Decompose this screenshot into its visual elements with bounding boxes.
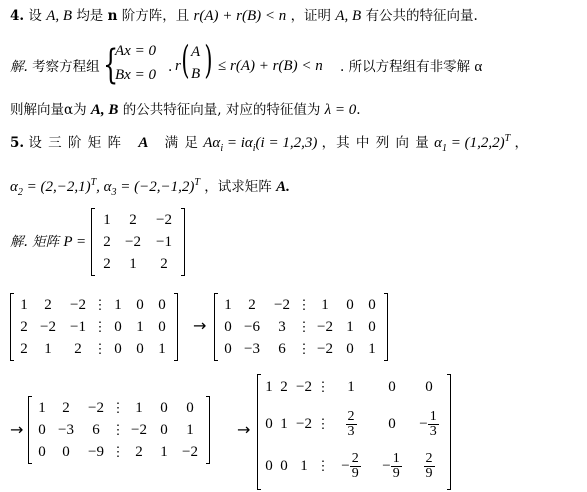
matrix-cell: 2 [74, 341, 82, 357]
matrix-cell: 0 [62, 444, 70, 460]
m4-frac-cell: $\frac{2}{3}$ [347, 408, 355, 439]
matrix-cell: 1 [103, 212, 111, 228]
q5-a2: $\alpha_2 = (2,-2,1)^T$, $\alpha_3 = (-2,-1,2)^T$ [10, 177, 200, 198]
matrix-cell: 2 [20, 319, 28, 335]
matrix-separator: ⋮ [111, 422, 125, 437]
q5-eq: $A\alpha_i = i\alpha_i(i = 1,2,3)$ [203, 135, 318, 154]
m4-sep: ⋮ [316, 379, 330, 394]
m4-sep: ⋮ [316, 458, 330, 473]
matrix-cell: −3 [58, 422, 74, 438]
m4-cell: 2 [280, 379, 288, 395]
matrix-cell: 0 [368, 319, 376, 335]
matrix-cell: 0 [136, 297, 144, 313]
m4-cell: 1 [347, 379, 355, 395]
q4-text-d: ，证明 [290, 8, 332, 24]
m4-frac-cell: $\frac{2}{9}$ [425, 450, 433, 481]
augmented-matrix-2 [214, 293, 388, 361]
matrix-cell: 1 [44, 341, 52, 357]
matrix-cell: 0 [158, 319, 166, 335]
matrix-cell: 1 [160, 444, 168, 460]
matrix-cell: −2 [156, 212, 172, 228]
m4-cell: 0 [388, 379, 396, 395]
sol5-P: P = [63, 234, 87, 250]
matrix-cell: −2 [88, 400, 104, 416]
matrix-cell: 1 [346, 319, 354, 335]
matrix-cell: 0 [224, 319, 232, 335]
matrix-cell: 1 [186, 422, 194, 438]
matrix-cell: 1 [321, 297, 329, 313]
m4-cell: 1 [265, 379, 273, 395]
q5-a1: $\alpha_1 = (1,2,2)^T$ [434, 133, 511, 154]
matrix-cell: 2 [44, 297, 52, 313]
m4-cell: 0 [425, 379, 433, 395]
sol4-alpha: α [474, 59, 483, 75]
matrix-P [91, 208, 185, 276]
m4-cell: 0 [280, 458, 288, 474]
sol4-text-a: 考察方程组 [32, 59, 100, 75]
matrix-cell: 0 [346, 297, 354, 313]
matrix-cell: 2 [103, 256, 111, 272]
matrix-cell: −1 [70, 319, 86, 335]
line3-text-b: 的公共特征向量, 对应的特征值为 [122, 102, 321, 118]
matrix-cell: 2 [20, 341, 28, 357]
q4-ab: A, B [46, 8, 73, 24]
m4-frac-cell: − $\frac{2}{9}$ [341, 450, 359, 481]
matrix-cell: 0 [158, 297, 166, 313]
m4-sep: ⋮ [316, 416, 330, 431]
matrix-cell: 1 [20, 297, 28, 313]
matrix-separator: ⋮ [297, 297, 311, 312]
augmented-matrix-3 [28, 396, 210, 464]
matrix-cell: 2 [135, 444, 143, 460]
matrix-cell: −3 [244, 341, 260, 357]
left-brace: { [103, 42, 119, 88]
matrix-cell: 1 [136, 319, 144, 335]
matrix-cell: −9 [88, 444, 104, 460]
matrix-separator: ⋮ [297, 319, 311, 334]
matrix-separator: ⋮ [93, 319, 107, 334]
q5-number: 5. [10, 135, 25, 151]
matrix-separator: ⋮ [93, 297, 107, 312]
sol5-label: 解. 矩阵 P = [10, 234, 87, 250]
paren-open: ( [181, 38, 190, 82]
line3: 则解向量α为 A, B 的公共特征向量, 对应的特征值为 λ = 0. [10, 102, 361, 118]
m4-cell: 1 [300, 458, 308, 474]
matrix-cell: −2 [317, 341, 333, 357]
matrix-cell: 1 [224, 297, 232, 313]
q4-cond: r(A) + r(B) < n [193, 8, 287, 24]
m4-cell: 0 [265, 458, 273, 474]
matrix-cell: 0 [38, 444, 46, 460]
paren-close: ) [204, 38, 213, 82]
matrix-cell: 1 [38, 400, 46, 416]
augmented-matrix-4 [257, 374, 451, 490]
line3-lambda: λ = 0 [324, 102, 357, 118]
line3-text-a: 则解向量α为 [10, 102, 87, 118]
question-5: 5. 设 三 阶 矩 阵 A 满 足 $A\alpha_i = i\alpha_i(i = 1,2,3)$ ，其 中 列 向 量 $\alpha_1 = (1,2,2)^T$ ， [10, 133, 528, 154]
m4-cell: 1 [280, 416, 288, 432]
matrix-cell: 0 [114, 319, 122, 335]
matrix-cell: 0 [38, 422, 46, 438]
sol4-text-b: . 所以方程组有非零解 α [340, 59, 483, 75]
matrix-cell: 0 [160, 400, 168, 416]
m4-cell: 0 [265, 416, 273, 432]
line3-ab: A, B [90, 102, 119, 118]
matrix-cell: −2 [40, 319, 56, 335]
matrix-cell: −2 [70, 297, 86, 313]
matrix-cell: 1 [129, 256, 137, 272]
matrix-cell: 1 [114, 297, 122, 313]
matrix-separator: ⋮ [297, 341, 311, 356]
m4-cell: −2 [296, 416, 312, 432]
matrix-cell: 2 [160, 256, 168, 272]
matrix-cell: 2 [248, 297, 256, 313]
q4-n: n [107, 8, 118, 24]
sol4-dot: . [168, 59, 173, 75]
augmented-matrix-1 [10, 293, 178, 361]
matrix-cell: 0 [186, 400, 194, 416]
sol4-pa: A [191, 44, 201, 60]
matrix-cell: 1 [158, 341, 166, 357]
q4-text-a: 设 [28, 8, 42, 24]
matrix-cell: 0 [160, 422, 168, 438]
m4-cell: −2 [296, 379, 312, 395]
q4-ab2: A, B [335, 8, 362, 24]
matrix-cell: 0 [136, 341, 144, 357]
matrix-cell: 0 [368, 297, 376, 313]
matrix-cell: 3 [278, 319, 286, 335]
sol4-pb: B [191, 66, 201, 82]
arrow-3: → [237, 420, 251, 439]
matrix-cell: 0 [224, 341, 232, 357]
sol4-r: r [175, 58, 181, 74]
sol4-label: 解. 考察方程组 [10, 59, 100, 75]
sol4-eq1: Ax = 0 [115, 43, 156, 59]
m4-frac-cell: − $\frac{1}{9}$ [382, 450, 400, 481]
q4-text-c: 阶方阵，且 [121, 8, 190, 24]
matrix-cell: −2 [274, 297, 290, 313]
arrow-1: → [193, 316, 207, 335]
matrix-separator: ⋮ [93, 341, 107, 356]
matrix-cell: 6 [278, 341, 286, 357]
matrix-separator: ⋮ [111, 444, 125, 459]
matrix-cell: 1 [135, 400, 143, 416]
m4-frac-cell: − $\frac{1}{3}$ [419, 408, 437, 439]
matrix-cell: 6 [92, 422, 100, 438]
m4-cell: 0 [388, 416, 396, 432]
matrix-cell: −2 [317, 319, 333, 335]
question-4 [10, 7, 478, 25]
matrix-cell: 1 [368, 341, 376, 357]
sol4-ineq: ≤ r(A) + r(B) < n [218, 58, 323, 74]
arrow-2: → [10, 420, 24, 439]
matrix-cell: −2 [125, 234, 141, 250]
matrix-separator: ⋮ [111, 400, 125, 415]
matrix-cell: −2 [131, 422, 147, 438]
matrix-cell: 2 [62, 400, 70, 416]
matrix-cell: 2 [103, 234, 111, 250]
q4-text-e: 有公共的特征向量. [365, 8, 478, 24]
q4-number: 4. [10, 8, 25, 24]
q5-line2: $\alpha_2 = (2,-2,1)^T$, $\alpha_3 = (-2,-1,2)^T$ ，试求矩阵 A. [10, 177, 290, 198]
matrix-cell: 2 [129, 212, 137, 228]
matrix-cell: −6 [244, 319, 260, 335]
matrix-cell: −1 [156, 234, 172, 250]
sol4-eq2: Bx = 0 [115, 67, 156, 83]
matrix-cell: 0 [346, 341, 354, 357]
matrix-cell: 0 [114, 341, 122, 357]
q4-text-b: 均是 [76, 8, 104, 24]
matrix-cell: −2 [182, 444, 198, 460]
